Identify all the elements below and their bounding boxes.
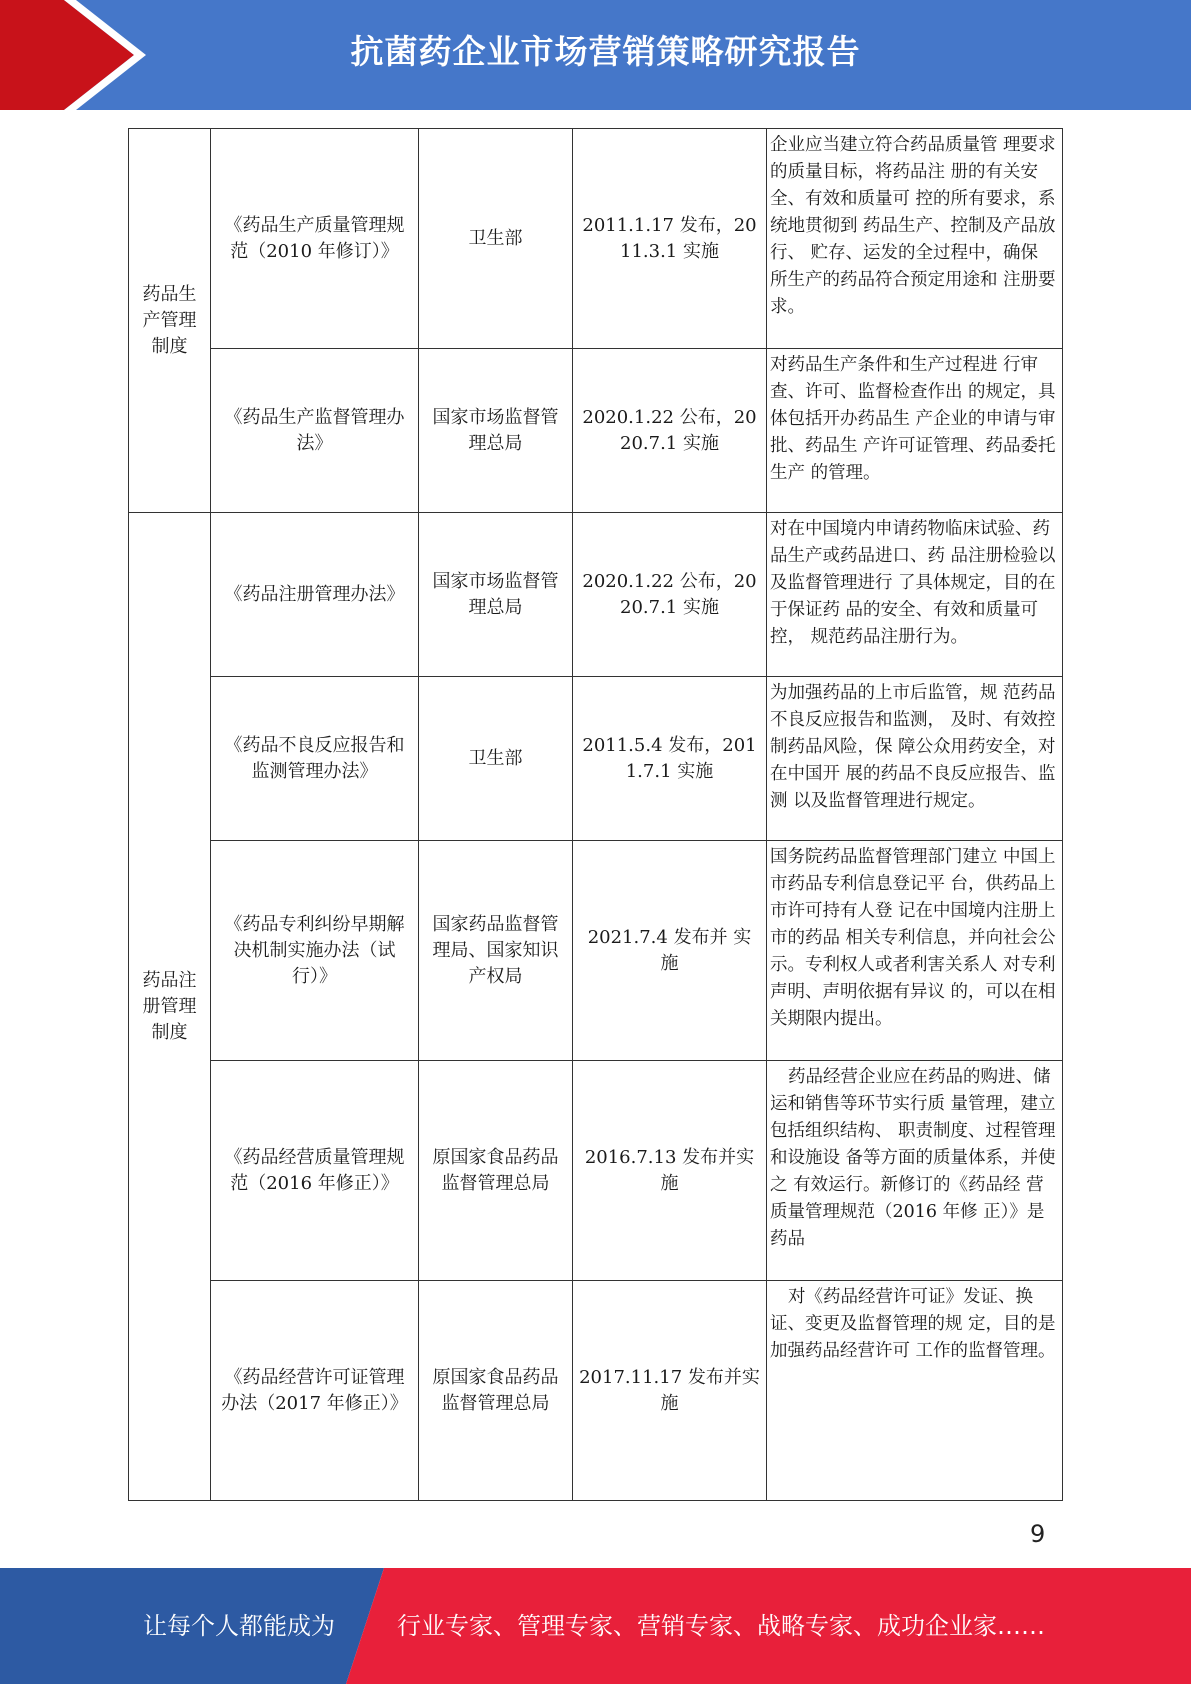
issuing-department: 卫生部	[419, 677, 573, 841]
regulation-name: 《药品经营许可证管理办法（2017 年修正）》	[211, 1281, 419, 1501]
table-row	[129, 677, 1063, 841]
regulation-content: 药品经营企业应在药品的购进、储运和销售等环节实行质 量管理，建立包括组织结构、 职责制度、过程管理和设施设 备等方面的质量体系，并使之 有效运行。新修订的《药品经 营质量管理规范（2016 年修 正）》是药品	[767, 1061, 1063, 1281]
issue-date: 2017.11.17 发布并实施	[573, 1281, 767, 1501]
table-row	[129, 1061, 1063, 1281]
regulation-name: 《药品生产监督管理办法》	[211, 349, 419, 513]
issuing-department: 国家市场监督管理总局	[419, 349, 573, 513]
regulation-content: 对药品生产条件和生产过程进 行审查、许可、监督检查作出 的规定，具体包括开办药品生 产企业的申请与审批、药品生 产许可证管理、药品委托生产 的管理。	[767, 349, 1063, 513]
regulation-name: 《药品不良反应报告和监测管理办法》	[211, 677, 419, 841]
page-header	[0, 0, 1191, 110]
regulation-name: 《药品专利纠纷早期解决机制实施办法（试行）》	[211, 841, 419, 1061]
issue-date: 2011.1.17 发布，2011.3.1 实施	[573, 129, 767, 349]
regulation-content: 国务院药品监督管理部门建立 中国上市药品专利信息登记平 台，供药品上市许可持有人登 记在中国境内注册上市的药品 相关专利信息，并向社会公 示。专利权人或者利害关系人 对专利声明、声明依据有异议 的，可以在相关期限内提出。	[767, 841, 1063, 1061]
issuing-department: 国家药品监督管理局、国家知识产权局	[419, 841, 573, 1061]
issuing-department: 原国家食品药品监督管理总局	[419, 1061, 573, 1281]
footer-slogan-left: 让每个人都能成为	[143, 1612, 335, 1640]
issue-date: 2020.1.22 公布，2020.7.1 实施	[573, 349, 767, 513]
regulation-content: 对在中国境内申请药物临床试验、药品生产或药品进口、药 品注册检验以及监督管理进行 了具体规定，目的在于保证药 品的安全、有效和质量可控， 规范药品注册行为。	[767, 513, 1063, 677]
table-row	[129, 513, 1063, 677]
table-row	[129, 129, 1063, 349]
report-title: 抗菌药企业市场营销策略研究报告	[350, 32, 861, 71]
issue-date: 2016.7.13 发布并实施	[573, 1061, 767, 1281]
page-number: 9	[1030, 1520, 1046, 1548]
category-cell: 药品注册管理制度	[129, 513, 211, 1501]
category-cell: 药品生产管理制度	[129, 129, 211, 513]
issuing-department: 卫生部	[419, 129, 573, 349]
issue-date: 2021.7.4 发布并 实施	[573, 841, 767, 1061]
regulation-name: 《药品注册管理办法》	[211, 513, 419, 677]
regulation-name: 《药品生产质量管理规范（2010 年修订）》	[211, 129, 419, 349]
page-footer	[0, 1568, 1191, 1684]
issuing-department: 原国家食品药品监督管理总局	[419, 1281, 573, 1501]
issue-date: 2011.5.4 发布，2011.7.1 实施	[573, 677, 767, 841]
table-row	[129, 841, 1063, 1061]
issuing-department: 国家市场监督管理总局	[419, 513, 573, 677]
regulation-content: 为加强药品的上市后监管，规 范药品不良反应报告和监测， 及时、有效控制药品风险，保 障公众用药安全，对在中国开 展的药品不良反应报告、监测 以及监督管理进行规定。	[767, 677, 1063, 841]
regulation-content: 企业应当建立符合药品质量管 理要求的质量目标，将药品注 册的有关安全、有效和质量可 控的所有要求，系统地贯彻到 药品生产、控制及产品放行、 贮存、运发的全过程中，确保 所生产的药品符合预定用途和 注册要求。	[767, 129, 1063, 349]
regulation-content: 对《药品经营许可证》发证、换证、变更及监督管理的规 定，目的是加强药品经营许可 工作的监督管理。	[767, 1281, 1063, 1501]
table-row	[129, 1281, 1063, 1501]
regulation-table	[128, 128, 1063, 1501]
regulation-name: 《药品经营质量管理规范（2016 年修正）》	[211, 1061, 419, 1281]
footer-slogan-right: 行业专家、管理专家、营销专家、战略专家、成功企业家……	[397, 1612, 1045, 1640]
table-row	[129, 349, 1063, 513]
issue-date: 2020.1.22 公布，2020.7.1 实施	[573, 513, 767, 677]
